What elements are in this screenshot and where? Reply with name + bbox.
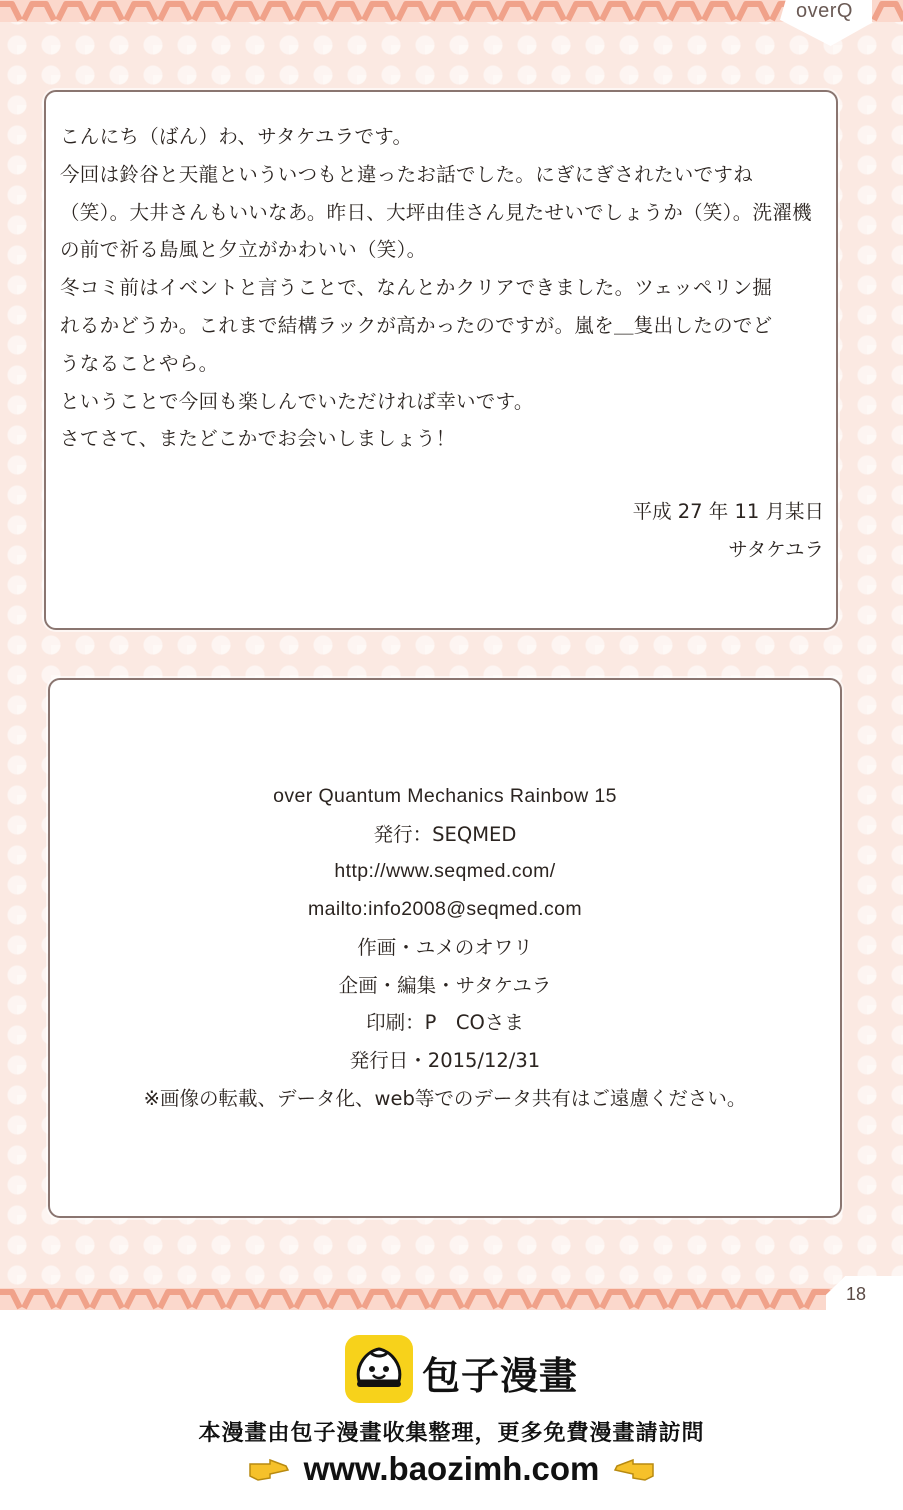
colophon-title: over Quantum Mechanics Rainbow 15 bbox=[273, 785, 617, 807]
page-number: 18 bbox=[846, 1284, 867, 1304]
site-footer bbox=[0, 1310, 903, 1510]
colophon-printing: 印刷：P COさま bbox=[366, 1011, 524, 1035]
site-url-link[interactable]: www.baozimh.com bbox=[303, 1450, 600, 1487]
afterword-text bbox=[60, 118, 830, 458]
colophon-panel bbox=[48, 678, 842, 1218]
pointing-left-hand-icon bbox=[613, 1452, 655, 1490]
afterword-line: れるかどうか。これまで結構ラックが高かったのですが。嵐を＿隻出したのでど bbox=[60, 313, 773, 337]
afterword-panel bbox=[44, 90, 838, 630]
site-url-row bbox=[0, 1450, 903, 1490]
afterword-line: （笑）。大井さんもいいなあ。昨日、大坪由佳さん見たせいでしょうか（笑）。洗濯機 bbox=[60, 200, 812, 224]
afterword-line: ということで今回も楽しんでいただければ幸いです。 bbox=[60, 389, 534, 413]
brand-label: overQ bbox=[796, 0, 853, 22]
site-logo-text[interactable]: 包子漫畫 bbox=[422, 1354, 579, 1398]
colophon-mail: mailto:info2008@seqmed.com bbox=[307, 898, 583, 921]
colophon-release: 発行日・2015/12/31 bbox=[349, 1048, 541, 1072]
top-border-pattern bbox=[0, 0, 903, 22]
colophon-art: 作画・ユメのオワリ bbox=[357, 935, 533, 959]
afterword-date: 平成 27 年 11 月某日 bbox=[632, 500, 824, 523]
bun-logo-icon[interactable] bbox=[345, 1335, 413, 1403]
pointing-right-hand-icon bbox=[248, 1452, 290, 1490]
colophon-url: http://www.seqmed.com/ bbox=[334, 860, 556, 883]
colophon-text bbox=[50, 778, 840, 1117]
afterword-line: の前で祈る島風と夕立がかわいい（笑）。 bbox=[60, 238, 427, 262]
colophon-publisher: 発行：SEQMED bbox=[373, 822, 517, 846]
afterword-line: こんにち（ばん）わ、サタケユラです。 bbox=[60, 125, 413, 148]
afterword-line: 今回は鈴谷と天龍といういつもと違ったお話でした。にぎにぎされたいですね bbox=[60, 162, 754, 186]
colophon-editing: 企画・編集・サタケユラ bbox=[338, 973, 552, 997]
afterword-line: うなることやら。 bbox=[60, 351, 219, 375]
colophon-notice: ※画像の転載、データ化、web等でのデータ共有はご遠慮ください。 bbox=[143, 1086, 747, 1110]
site-tagline: 本漫畫由包子漫畫收集整理，更多免費漫畫請訪問 bbox=[198, 1421, 705, 1446]
afterword-signature: サタケユラ bbox=[728, 538, 824, 561]
bottom-border-pattern bbox=[0, 1288, 903, 1310]
afterword-line: さてさて、またどこかでお会いしましょう！ bbox=[60, 427, 456, 451]
afterword-line: 冬コミ前はイベントと言うことで、なんとかクリアできました。ツェッペリン掘 bbox=[60, 276, 773, 300]
